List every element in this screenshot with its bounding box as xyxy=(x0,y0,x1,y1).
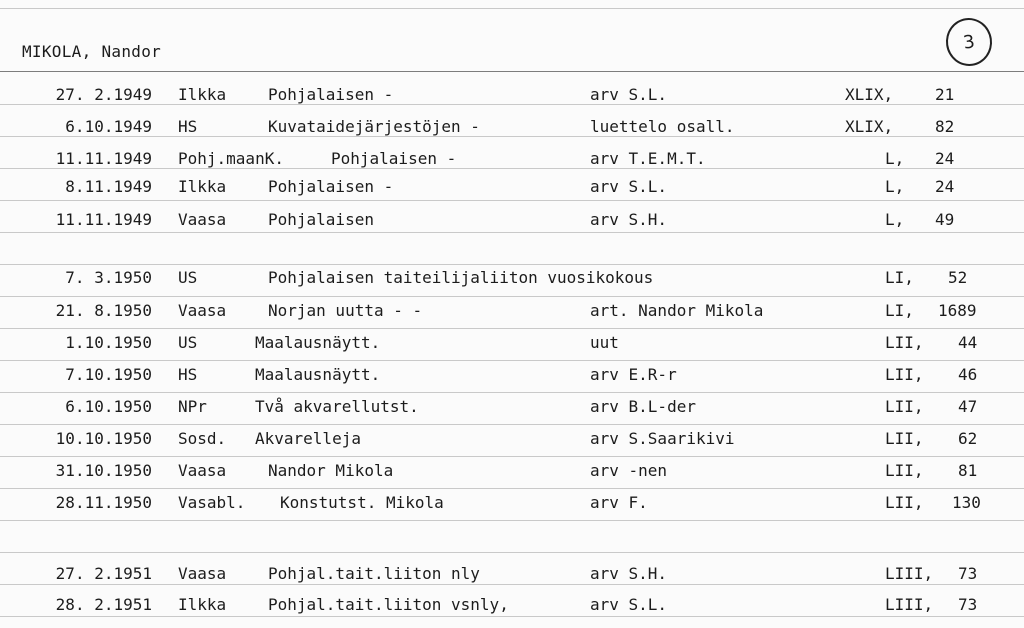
entry-volume: LIII, xyxy=(885,595,934,614)
entry-volume: LII, xyxy=(885,429,924,448)
entry-row xyxy=(0,564,1024,592)
ruled-line xyxy=(0,552,1024,553)
entry-page: 73 xyxy=(958,564,978,583)
entry-volume: LII, xyxy=(885,365,924,384)
entry-date: 7.10.1950 xyxy=(65,365,152,384)
entry-row xyxy=(0,85,1024,113)
entry-publication: Ilkka xyxy=(178,177,227,196)
entry-type: arv E.R-r xyxy=(590,365,677,384)
entry-row xyxy=(0,365,1024,393)
entry-page: 1689 xyxy=(938,301,977,320)
entry-volume: LII, xyxy=(885,461,924,480)
entry-type: arv -nen xyxy=(590,461,668,480)
entry-type: luettelo osall. xyxy=(590,117,735,136)
entry-type: arv S.Saarikivi xyxy=(590,429,735,448)
entry-type: arv B.L-der xyxy=(590,397,696,416)
entry-title: Pohjal.tait.liiton nly xyxy=(268,564,480,583)
entry-row xyxy=(0,117,1024,145)
entry-date: 28.11.1950 xyxy=(55,493,152,512)
entry-title: Pohjalaisen - xyxy=(268,85,394,104)
entry-publication: US xyxy=(178,333,198,352)
entry-page: 130 xyxy=(952,493,981,512)
entry-volume: L, xyxy=(885,177,905,196)
entry-volume: L, xyxy=(885,149,905,168)
entry-publication: NPr xyxy=(178,397,207,416)
entry-publication: Vaasa xyxy=(178,564,227,583)
entry-row xyxy=(0,268,1024,296)
entry-title: Akvarelleja xyxy=(255,429,361,448)
entry-date: 6.10.1949 xyxy=(65,117,152,136)
entry-date: 8.11.1949 xyxy=(65,177,152,196)
entry-title: Kuvataidejärjestöjen - xyxy=(268,117,480,136)
entry-date: 28. 2.1951 xyxy=(55,595,152,614)
entry-title: Nandor Mikola xyxy=(268,461,394,480)
entry-title: Pohjalaisen - xyxy=(331,149,457,168)
entry-page: 81 xyxy=(958,461,978,480)
entry-type: arv S.H. xyxy=(590,564,668,583)
entry-row xyxy=(0,595,1024,623)
entry-row xyxy=(0,210,1024,238)
entry-date: 11.11.1949 xyxy=(55,149,152,168)
entry-date: 27. 2.1949 xyxy=(55,85,152,104)
entry-title: Maalausnäytt. xyxy=(255,333,381,352)
entry-publication: Vaasa xyxy=(178,461,227,480)
entry-date: 10.10.1950 xyxy=(55,429,152,448)
entry-page: 24 xyxy=(935,149,955,168)
header-divider xyxy=(0,71,1024,72)
entry-page: 62 xyxy=(958,429,978,448)
entry-type: arv F. xyxy=(590,493,648,512)
entry-page: 44 xyxy=(958,333,978,352)
entry-title: Pohjalaisen - xyxy=(268,177,394,196)
entry-page: 21 xyxy=(935,85,955,104)
entry-type: arv T.E.M.T. xyxy=(590,149,706,168)
entry-type: arv S.L. xyxy=(590,177,668,196)
entry-publication: Ilkka xyxy=(178,595,227,614)
entry-row xyxy=(0,333,1024,361)
entry-row xyxy=(0,461,1024,489)
entry-title: Maalausnäytt. xyxy=(255,365,381,384)
entry-publication: Vaasa xyxy=(178,210,227,229)
entry-page: 73 xyxy=(958,595,978,614)
entry-type: uut xyxy=(590,333,619,352)
entry-volume: LI, xyxy=(885,268,914,287)
entry-publication: Pohj.maanK. xyxy=(178,149,284,168)
entry-volume: LIII, xyxy=(885,564,934,583)
entry-title: Norjan uutta - - xyxy=(268,301,423,320)
entry-date: 6.10.1950 xyxy=(65,397,152,416)
entry-publication: HS xyxy=(178,117,198,136)
entry-date: 11.11.1949 xyxy=(55,210,152,229)
entry-page: 24 xyxy=(935,177,955,196)
entry-publication: Sosd. xyxy=(178,429,227,448)
entry-publication: US xyxy=(178,268,198,287)
entry-title: Konstutst. Mikola xyxy=(280,493,444,512)
entry-row xyxy=(0,301,1024,329)
ruled-line xyxy=(0,8,1024,9)
entry-row xyxy=(0,397,1024,425)
entry-volume: LII, xyxy=(885,333,924,352)
entry-page: 46 xyxy=(958,365,978,384)
card-heading-name: MIKOLA, Nandor xyxy=(22,42,162,61)
entry-row xyxy=(0,149,1024,177)
entry-type: arv S.L. xyxy=(590,595,668,614)
entry-type: art. Nandor Mikola xyxy=(590,301,764,320)
entry-row xyxy=(0,493,1024,521)
entry-volume: LI, xyxy=(885,301,914,320)
entry-row xyxy=(0,429,1024,457)
entry-publication: Vaasa xyxy=(178,301,227,320)
entry-date: 27. 2.1951 xyxy=(55,564,152,583)
entry-title: Pohjalaisen taiteilijaliiton vuosikokous xyxy=(268,268,654,287)
entry-page: 49 xyxy=(935,210,955,229)
entry-volume: L, xyxy=(885,210,905,229)
entry-date: 21. 8.1950 xyxy=(55,301,152,320)
entry-volume: LII, xyxy=(885,493,924,512)
entry-title: Två akvarellutst. xyxy=(255,397,419,416)
entry-type: arv S.L. xyxy=(590,85,668,104)
card-number-circled xyxy=(943,15,995,69)
entry-type: arv S.H. xyxy=(590,210,668,229)
entry-publication: HS xyxy=(178,365,198,384)
entry-publication: Vasabl. xyxy=(178,493,246,512)
entry-volume: XLIX, xyxy=(845,117,894,136)
ruled-line xyxy=(0,264,1024,265)
entry-volume: LII, xyxy=(885,397,924,416)
entry-date: 7. 3.1950 xyxy=(65,268,152,287)
entry-row xyxy=(0,177,1024,205)
entry-publication: Ilkka xyxy=(178,85,227,104)
entry-page: 47 xyxy=(958,397,978,416)
entry-page: 82 xyxy=(935,117,955,136)
entry-volume: XLIX, xyxy=(845,85,894,104)
entry-title: Pohjal.tait.liiton vsnly, xyxy=(268,595,509,614)
entry-title: Pohjalaisen xyxy=(268,210,374,229)
card-number-label: 3 xyxy=(961,30,977,54)
ruled-line xyxy=(0,296,1024,297)
entry-date: 31.10.1950 xyxy=(55,461,152,480)
entry-date: 1.10.1950 xyxy=(65,333,152,352)
entry-page: 52 xyxy=(948,268,968,287)
